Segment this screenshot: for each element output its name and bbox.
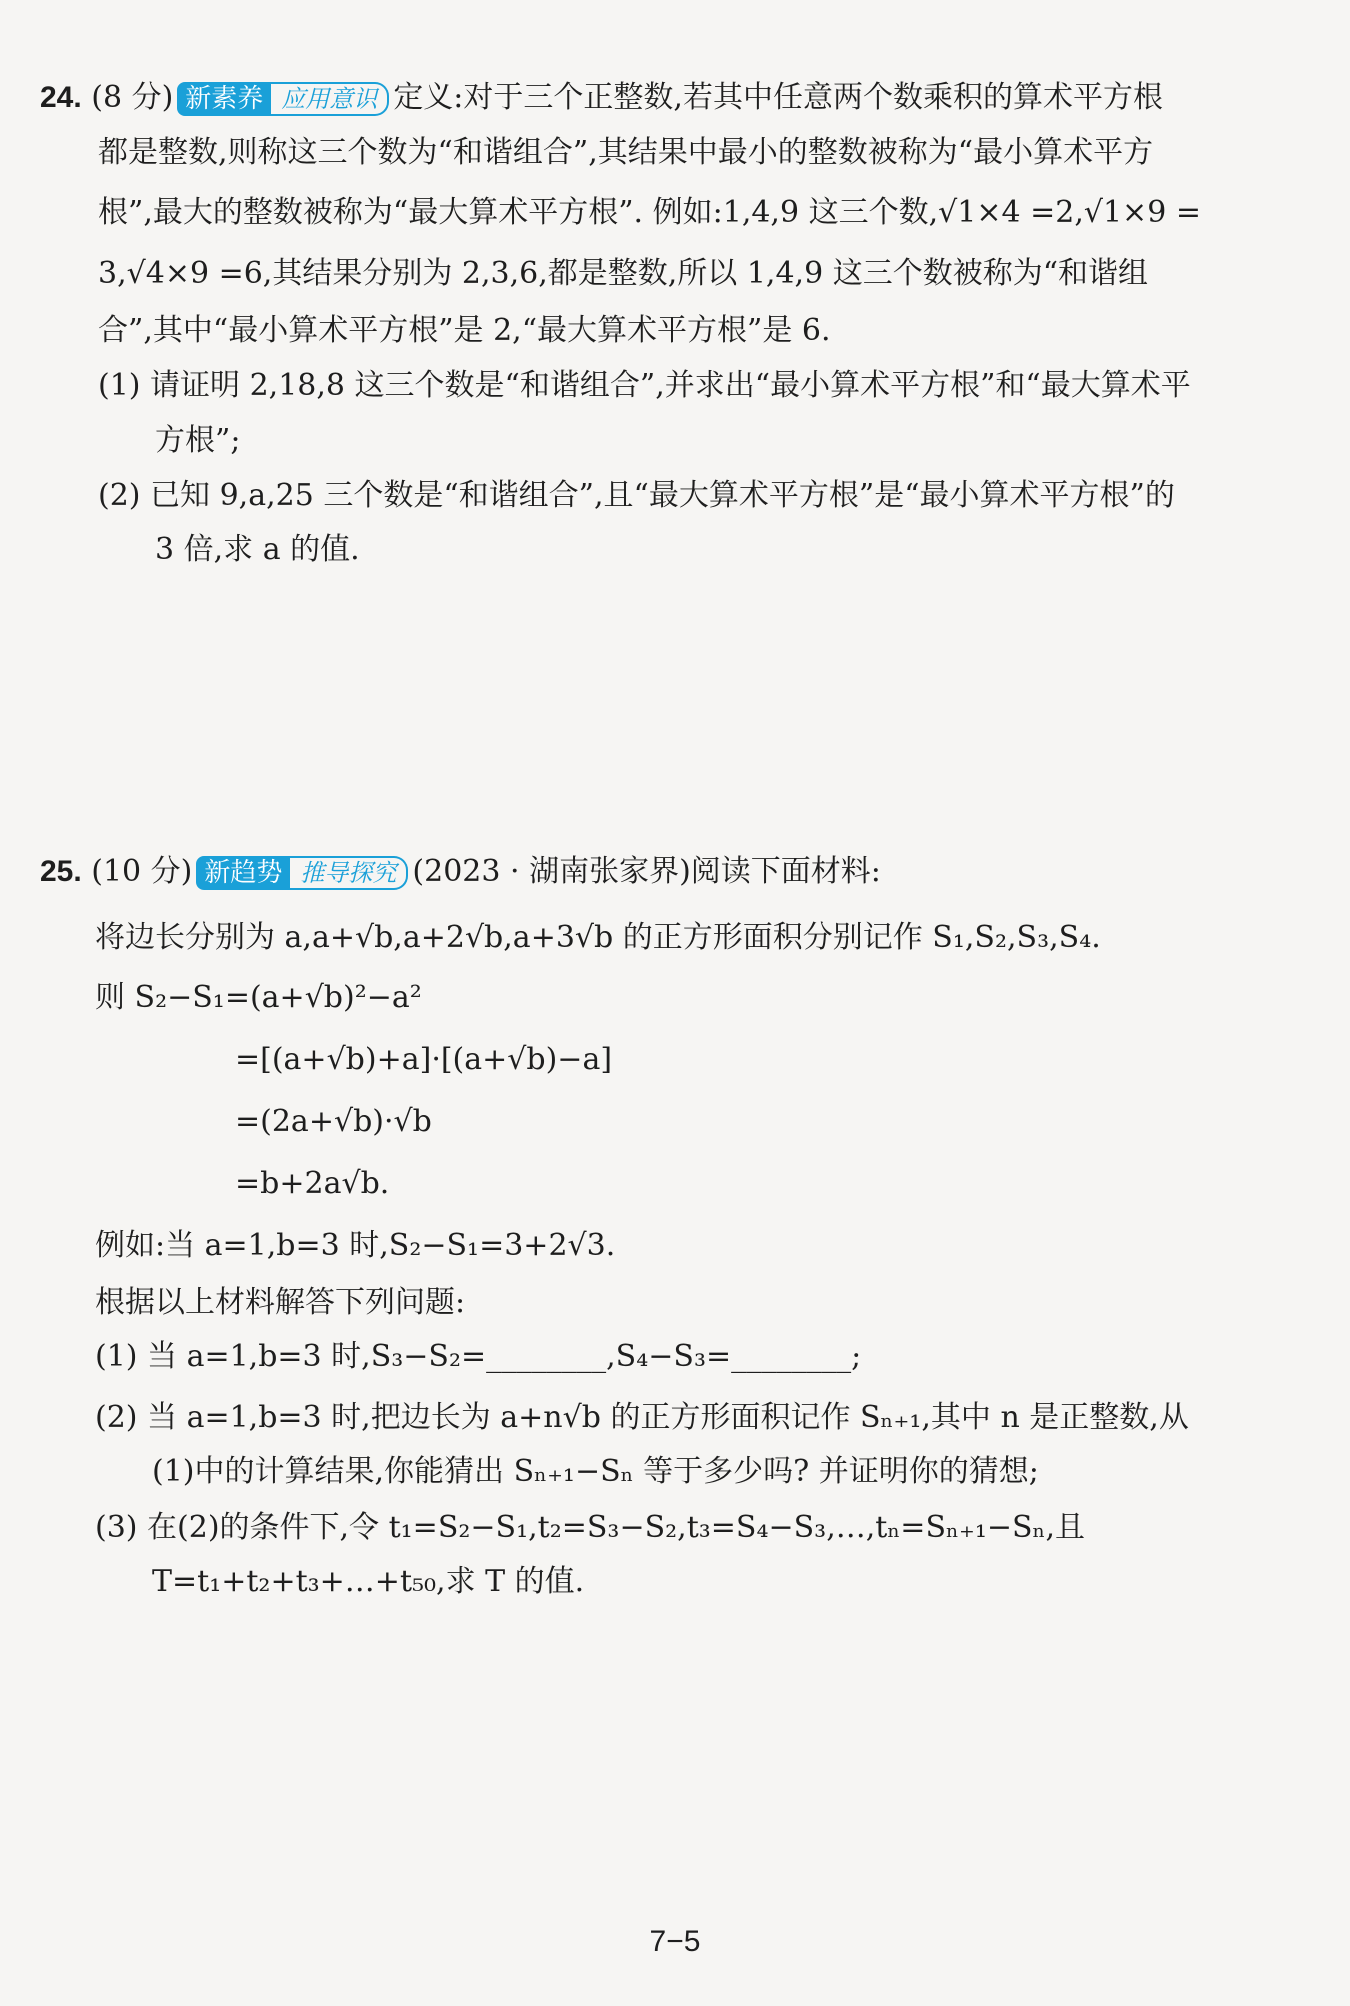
q25-line-4: =b+2a√b.	[235, 1166, 390, 1201]
q24-subq-2-cont: 3 倍,求 a 的值.	[155, 532, 360, 567]
q24-line-0: 定义:对于三个正整数,若其中任意两个数乘积的算术平方根	[393, 80, 1163, 115]
q24-line-1: 都是整数,则称这三个数为“和谐组合”,其结果中最小的整数被称为“最小算术平方	[98, 135, 1154, 170]
q25-line-0: 将边长分别为 a,a+√b,a+2√b,a+3√b 的正方形面积分别记作 S₁,S₂,S₃,S₄.	[95, 920, 1101, 955]
q24-line-2: 根”,最大的整数被称为“最大算术平方根”. 例如:1,4,9 这三个数,√1×4 =2,√1×9 =	[98, 195, 1201, 230]
q25-tag-sub: 推导探究	[290, 856, 408, 890]
q25-line-2: =[(a+√b)+a]·[(a+√b)−a]	[235, 1042, 613, 1077]
q25-line-6: 根据以上材料解答下列问题:	[95, 1285, 466, 1320]
q25-subq-2: (2) 当 a=1,b=3 时,把边长为 a+n√b 的正方形面积记作 Sₙ₊₁,其中 n 是正整数,从	[95, 1400, 1189, 1435]
q24-subq-2: (2) 已知 9,a,25 三个数是“和谐组合”,且“最大算术平方根”是“最小算术平方根”的	[98, 478, 1175, 513]
q24-tag	[177, 82, 389, 116]
q24-tag-main: 新素养	[177, 82, 271, 116]
q25-score: (10 分)	[91, 854, 193, 889]
q24-line-4: 合”,其中“最小算术平方根”是 2,“最大算术平方根”是 6.	[98, 313, 831, 348]
q25-source: (2023 · 湖南张家界)阅读下面材料:	[412, 854, 881, 889]
q25-subq-1: (1) 当 a=1,b=3 时,S₃−S₂=________,S₄−S₃=________;	[95, 1339, 862, 1374]
q25-header	[40, 852, 881, 892]
q25-line-1: 则 S₂−S₁=(a+√b)²−a²	[95, 980, 422, 1015]
q24-header	[40, 78, 1163, 118]
q25-line-3: =(2a+√b)·√b	[235, 1104, 432, 1139]
q25-tag	[196, 856, 408, 890]
q24-tag-sub: 应用意识	[271, 82, 389, 116]
q25-subq-3-cont: T=t₁+t₂+t₃+…+t₅₀,求 T 的值.	[152, 1564, 585, 1599]
q24-subq-1-cont: 方根”;	[155, 423, 241, 458]
q25-line-5: 例如:当 a=1,b=3 时,S₂−S₁=3+2√3.	[95, 1228, 616, 1263]
q24-subq-1: (1) 请证明 2,18,8 这三个数是“和谐组合”,并求出“最小算术平方根”和“最大算术平	[98, 368, 1191, 403]
q25-tag-main: 新趋势	[196, 856, 290, 890]
q24-number: 24.	[40, 81, 82, 114]
q24-score: (8 分)	[91, 80, 174, 115]
q25-number: 25.	[40, 855, 82, 888]
page-number: 7−5	[649, 1925, 701, 1958]
q25-subq-3: (3) 在(2)的条件下,令 t₁=S₂−S₁,t₂=S₃−S₂,t₃=S₄−S₃,…,tₙ=Sₙ₊₁−Sₙ,且	[95, 1510, 1086, 1545]
q25-subq-2-cont: (1)中的计算结果,你能猜出 Sₙ₊₁−Sₙ 等于多少吗? 并证明你的猜想;	[152, 1454, 1039, 1489]
q24-line-3: 3,√4×9 =6,其结果分别为 2,3,6,都是整数,所以 1,4,9 这三个数被称为“和谐组	[98, 256, 1149, 291]
